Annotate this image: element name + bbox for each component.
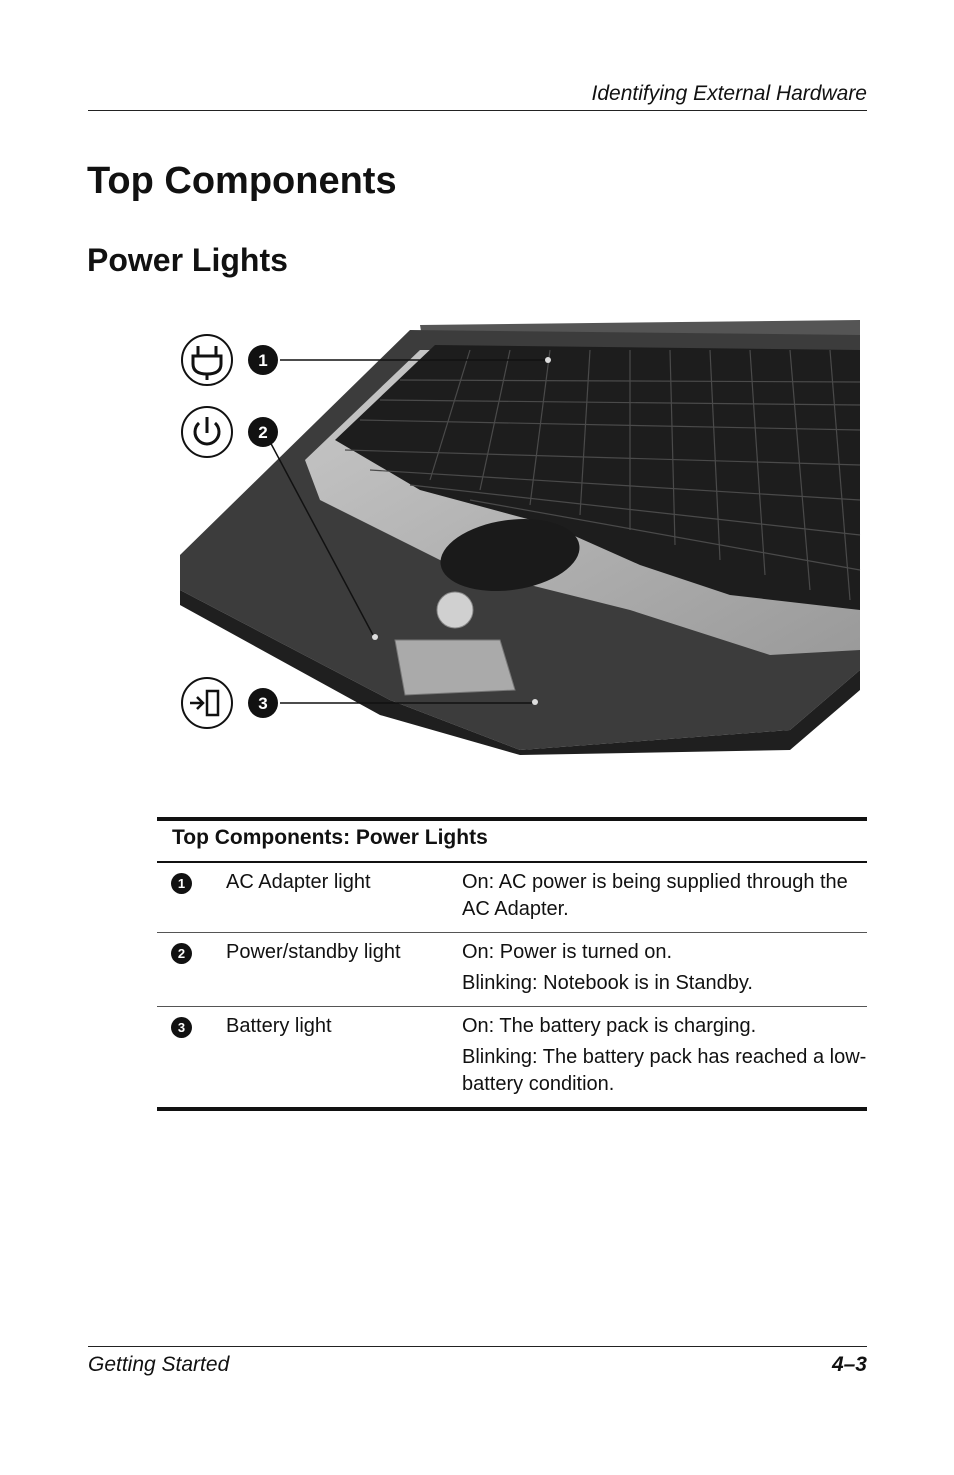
component-name: AC Adapter light [226, 871, 371, 893]
table-row [157, 1007, 867, 1107]
row-number-badge: 1 [171, 873, 192, 894]
row-number-badge: 3 [171, 1017, 192, 1038]
callout-number-1-text: 1 [258, 351, 268, 370]
power-icon [182, 407, 232, 457]
section-heading: Top Components [87, 160, 397, 202]
component-name: Battery light [226, 1015, 332, 1037]
notebook-figure [170, 310, 870, 755]
description-line: Blinking: The battery pack has reached a low-battery condition. [462, 1046, 867, 1095]
table-row [157, 933, 867, 1007]
callout-number-3-text: 3 [258, 694, 268, 713]
page-number: 4–3 [831, 1353, 867, 1376]
subsection-heading: Power Lights [87, 242, 288, 278]
battery-icon [182, 678, 232, 728]
description-line: On: AC power is being supplied through the AC Adapter. [462, 871, 848, 920]
description-line: On: The battery pack is charging. [462, 1015, 757, 1037]
description-line: Blinking: Notebook is in Standby. [462, 972, 753, 994]
component-description [462, 939, 867, 997]
ac-adapter-light [545, 357, 551, 363]
callout-number-2-text: 2 [258, 423, 268, 442]
component-name: Power/standby light [226, 941, 401, 963]
table-row [157, 863, 867, 933]
component-description [462, 869, 867, 923]
description-line: On: Power is turned on. [462, 941, 673, 963]
page-footer [88, 1346, 867, 1376]
battery-light [532, 699, 538, 705]
footer-book-title: Getting Started [88, 1353, 230, 1376]
row-number-badge: 2 [171, 943, 192, 964]
table-caption: Top Components: Power Lights [157, 821, 867, 863]
latch [395, 640, 515, 695]
running-header-title: Identifying External Hardware [591, 82, 867, 105]
pointing-button [437, 592, 473, 628]
component-description [462, 1013, 867, 1098]
ac-adapter-plug-icon [182, 335, 232, 385]
running-header [88, 80, 867, 111]
notebook-illustration [170, 310, 870, 755]
power-lights-table [157, 817, 867, 1111]
